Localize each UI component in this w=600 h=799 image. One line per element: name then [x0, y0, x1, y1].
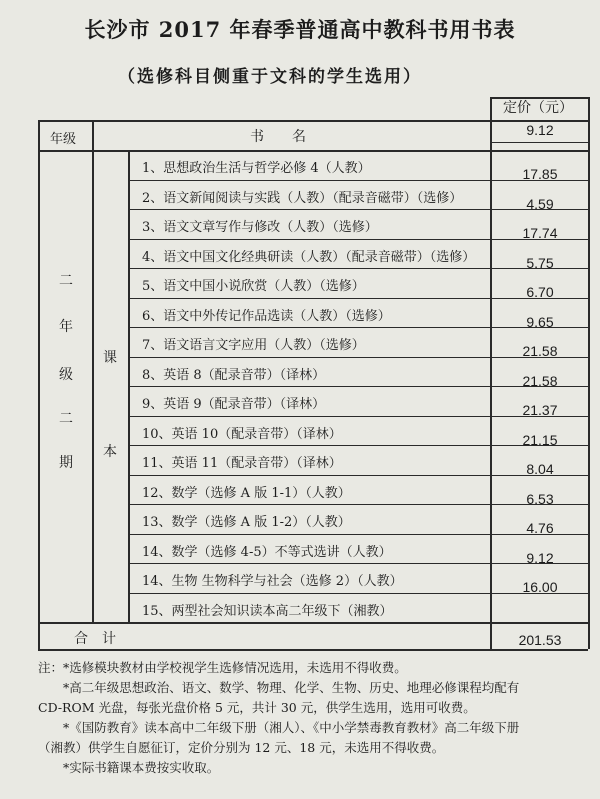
- book-row-name: 3、语文文章写作与修改（人教）（选修）: [142, 220, 378, 235]
- book-row-price: 4.59: [526, 195, 554, 212]
- notes-section: [38, 658, 598, 778]
- note-line: 注：*选修模块教材由学校视学生选修情况选用，未选用不得收费。: [38, 660, 407, 675]
- price-column-header: 定价（元）: [503, 100, 573, 116]
- category-label-char: 课: [103, 350, 117, 366]
- note-line: *高二年级思想政治、语文、数学、物理、化学、生物、历史、地理必修课程均配有: [38, 680, 520, 695]
- book-row-price: 21.58: [522, 343, 558, 359]
- category-label-char: 本: [103, 444, 117, 460]
- book-row-name: 14、数学（选修 4-5）不等式选讲（人教）: [142, 544, 392, 560]
- book-row-price: 16.00: [522, 579, 558, 595]
- grade-label-char: 二: [59, 273, 73, 289]
- grade-header: 年级: [50, 132, 77, 147]
- book-row-name: 13、数学（选修 A 版 1-2）（人教）: [142, 515, 351, 530]
- book-row-name: 2、语文新闻阅读与实践（人教）（配录音磁带）（选修）: [142, 190, 463, 206]
- book-row-price: 4.76: [526, 520, 554, 536]
- book-row-price: 6.53: [526, 490, 554, 507]
- book-row-price: 9.65: [526, 313, 554, 330]
- book-row-price: 9.12: [526, 549, 554, 566]
- page-subtitle: （选修科目侧重于文科的学生选用）: [118, 67, 422, 87]
- price-header-row-rule: [490, 142, 588, 143]
- book-row-price: 5.75: [526, 254, 554, 271]
- note-line: CD-ROM 光盘，每张光盘价格 5 元，共计 30 元，供学生选用，选用可收费。: [38, 700, 476, 715]
- book-row-name: 12、数学（选修 A 版 1-1）（人教）: [142, 485, 351, 501]
- book-row-name: 11、英语 11（配录音带）（译林）: [142, 456, 342, 471]
- book-row-name: 4、语文中国文化经典研读（人教）（配录音磁带）（选修）: [142, 249, 476, 265]
- book-row-name: 10、英语 10（配录音带）（译林）: [142, 426, 342, 442]
- book-row-name: 6、语文中外传记作品选读（人教）（选修）: [142, 308, 391, 324]
- note-line: *实际书籍课本费按实收取。: [38, 760, 220, 775]
- book-row-price: 8.04: [526, 461, 554, 477]
- header-row-price: 9.12: [526, 122, 554, 138]
- note-line: （湘教）供学生自愿征订，定价分别为 12 元、18 元，未选用不得收费。: [38, 740, 445, 755]
- price-header-top-rule: [490, 97, 588, 99]
- book-row-name: 1、思想政治生活与哲学必修 4（人教）: [142, 161, 371, 176]
- book-row-name: 15、两型社会知识读本高二年级下（湘教）: [142, 603, 393, 619]
- grade-label-char: 级: [59, 367, 73, 383]
- table-border-left: [38, 120, 40, 649]
- book-row-price: 6.70: [526, 284, 554, 300]
- header-rule: [38, 150, 92, 152]
- book-row-name: 9、英语 9（配录音带）（译林）: [142, 397, 326, 412]
- book-row-price: 21.37: [522, 402, 558, 418]
- grade-label-char: 年: [59, 319, 73, 335]
- grade-label-char: 期: [59, 455, 73, 471]
- page-title: 长沙市 2017 年春季普通高中教科书用书表: [84, 17, 516, 42]
- book-row-name: 14、生物 生物科学与社会（选修 2）（人教）: [142, 574, 403, 589]
- book-row-price: 21.58: [522, 372, 558, 389]
- book-row-name: 8、英语 8（配录音带）（译林）: [142, 367, 326, 383]
- grade-label-char: 二: [59, 411, 73, 427]
- table-border-bottom: [38, 649, 588, 651]
- book-name-header: 书 名: [250, 129, 306, 145]
- book-row-price: 21.15: [522, 431, 558, 448]
- total-value: 201.53: [518, 632, 562, 648]
- row-rule: [92, 150, 588, 152]
- book-row-name: 5、语文中国小说欣赏（人教）（选修）: [142, 279, 365, 294]
- row-rule: [38, 622, 588, 624]
- note-line: *《国防教育》读本高中二年级下册（湘人）、《中小学禁毒教育教材》高二年级下册: [38, 720, 520, 735]
- total-label: 合 计: [74, 631, 116, 647]
- book-row-price: 17.85: [522, 166, 558, 182]
- book-row-name: 7、语文语言文字应用（人教）（选修）: [142, 338, 365, 353]
- grade-column-rule: [92, 120, 94, 622]
- price-header-left-rule: [490, 97, 492, 120]
- book-row-price: 17.74: [522, 225, 558, 241]
